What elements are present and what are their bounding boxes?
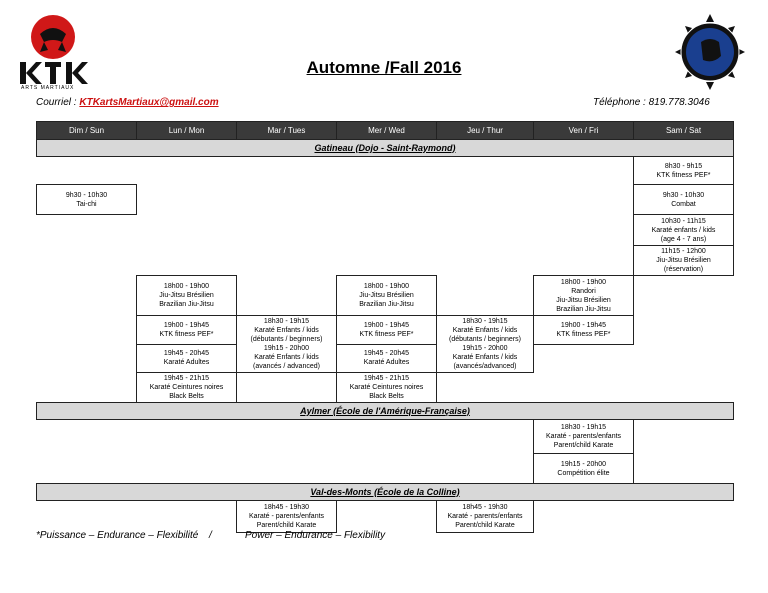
class-cell-mon-fitness: 19h00 - 19h45 KTK fitness PEF* [137,316,237,345]
section-title-gatineau: Gatineau (Dojo - Saint-Raymond) [37,140,734,157]
class-cell-sat-kids: 10h30 - 11h15 Karaté enfants / kids (age 4 - 7 ans) [634,215,734,246]
class-cell-mon-black-belts: 19h45 - 21h15 Karaté Ceintures noires Black Belts [137,373,237,403]
phone-number: Téléphone : 819.778.3046 [593,97,710,108]
footer-french: *Puissance – Endurance – Flexibilité [36,530,199,541]
ktk-logo [18,12,88,92]
class-cell-thu-kids: 18h30 - 19h15 Karaté Enfants / kids (débutants / beginners) 19h15 - 20h00 Karaté Enfants / kids (avancés/advanced) [437,316,534,373]
section-title-val-des-monts: Val-des-Monts (École de la Colline) [37,484,734,501]
class-cell-tue-parents: 18h45 - 19h30 Karaté - parents/enfants Parent/child Karate [237,501,337,533]
section-row-val-des-monts [37,484,734,501]
section-title-aylmer: Aylmer (École de l'Amérique-Française) [37,403,734,420]
footer-slash: / [209,530,212,541]
class-cell-fri-elite: 19h15 - 20h00 Compétition élite [534,454,634,484]
table-row [37,316,734,345]
day-header-thu: Jeu / Thur [437,122,534,140]
table-row [37,454,734,484]
class-cell-fri-randori: 18h00 - 19h00 Randori Jiu-Jitsu Brésilien Brazilian Jiu-Jitsu [534,276,634,316]
class-cell-thu-parents: 18h45 - 19h30 Karaté - parents/enfants Parent/child Karate [437,501,534,533]
table-row [37,185,734,215]
table-row [37,246,734,276]
footer-english: Power – Endurance – Flexibility [245,530,386,541]
day-header-mon: Lun / Mon [137,122,237,140]
ktk-logo-graphic [18,12,88,92]
day-header-sun: Dim / Sun [37,122,137,140]
schedule-table [36,121,734,533]
logo-subtitle: ARTS MARTIAUX [21,85,75,91]
class-cell-sat-combat: 9h30 - 10h30 Combat [634,185,734,215]
day-header-fri: Ven / Fri [534,122,634,140]
section-row-aylmer [37,403,734,420]
email-link[interactable]: KTKartsMartiaux@gmail.com [79,97,219,108]
class-cell-mon-adults: 19h45 - 20h45 Karaté Adultes [137,344,237,373]
page-title: Automne /Fall 2016 [306,58,462,77]
class-cell-sun-taichi: 9h30 - 10h30 Tai-chi [37,185,137,215]
class-cell-wed-adults: 19h45 - 20h45 Karaté Adultes [337,344,437,373]
table-row [37,420,734,454]
table-row [37,215,734,246]
class-cell-fri-parents: 18h30 - 19h15 Karaté - parents/enfants Parent/child Karate [534,420,634,454]
day-header-tue: Mar / Tues [237,122,337,140]
class-cell-mon-bjj: 18h00 - 19h00 Jiu-Jitsu Brésilien Brazilian Jiu-Jitsu [137,276,237,316]
emblem-icon [673,12,747,92]
table-row [37,157,734,185]
class-cell-sat-bjj: 11h15 - 12h00 Jiu-Jitsu Brésilien (réservation) [634,246,734,276]
class-cell-wed-black-belts: 19h45 - 21h15 Karaté Ceintures noires Black Belts [337,373,437,403]
class-cell-wed-bjj: 18h00 - 19h00 Jiu-Jitsu Brésilien Brazilian Jiu-Jitsu [337,276,437,316]
table-row [37,344,734,373]
class-cell-wed-fitness: 19h00 - 19h45 KTK fitness PEF* [337,316,437,345]
table-row [37,501,734,533]
class-cell-fri-fitness: 19h00 - 19h45 KTK fitness PEF* [534,316,634,345]
email-line [36,97,219,108]
table-row [37,276,734,316]
day-header-sat: Sam / Sat [634,122,734,140]
emblem-logo [673,12,747,92]
day-header-row [37,122,734,140]
class-cell-sat-fitness: 8h30 - 9h15 KTK fitness PEF* [634,157,734,185]
section-row-gatineau [37,140,734,157]
class-cell-tue-kids: 18h30 - 19h15 Karaté Enfants / kids (débutants / beginners) 19h15 - 20h00 Karaté Enfants / kids (avancés / advanced) [237,316,337,373]
table-row [37,373,734,403]
day-header-wed: Mer / Wed [337,122,437,140]
email-label: Courriel : [36,97,80,108]
